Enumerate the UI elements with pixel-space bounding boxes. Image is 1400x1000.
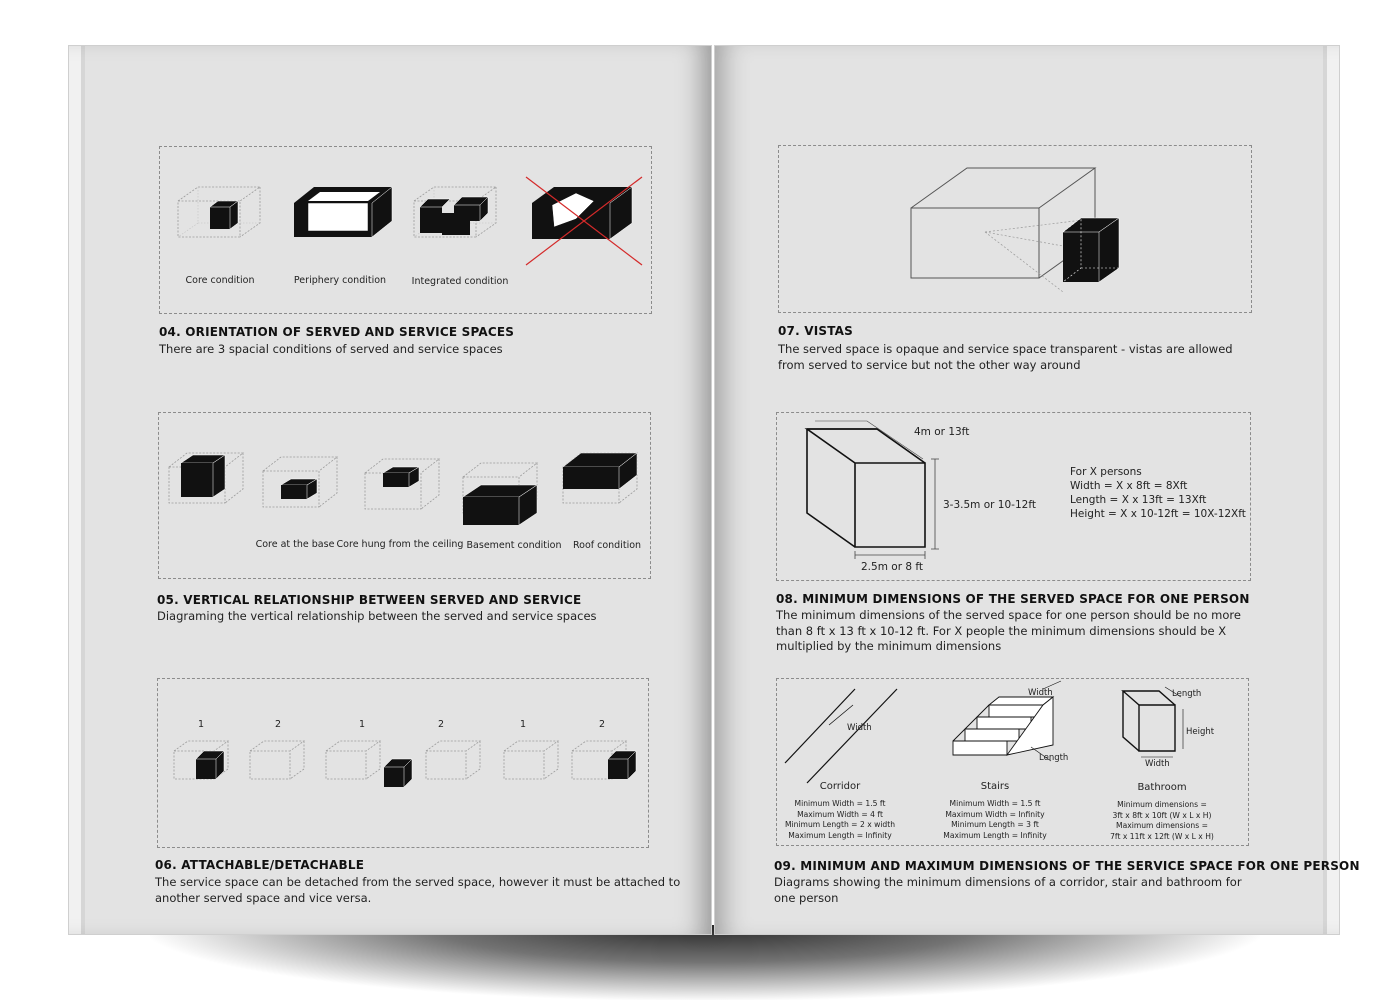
caption-basement: Basement condition <box>466 540 562 551</box>
heading-06: 06. ATTACHABLE/DETACHABLE <box>155 858 365 872</box>
stairs-spec-2: Maximum Width = Infinity <box>945 809 1045 819</box>
book-shadow <box>150 925 1260 1000</box>
heading-07: 07. VISTAS <box>778 324 854 338</box>
stairs-width-label: Width <box>1028 688 1053 698</box>
full-core-diagram <box>169 453 243 503</box>
text-07: The served space is opaque and service space transparent - vistas are allowed from served to service but not the other way around <box>778 342 1233 372</box>
bathroom-spec-3: Maximum dimensions = <box>1116 821 1208 830</box>
text-06: The service space can be detached from the served space, however it must be attached to another served space and vice versa. <box>155 875 681 905</box>
corridor-spec-2: Maximum Width = 4 ft <box>797 809 883 819</box>
vertical-relationship-diagram <box>159 413 652 580</box>
text-08: The minimum dimensions of the served space for one person should be no more than 8 ft x 13 ft x 10-12 ft. For X people the minimum dimensions should be X multiplied by the minimum dimensions <box>776 608 1241 653</box>
heading-08: 08. MINIMUM DIMENSIONS OF THE SERVED SPACE FOR ONE PERSON <box>776 592 1250 606</box>
roof-condition-diagram <box>563 453 637 503</box>
stairs-spec-1: Minimum Width = 1.5 ft <box>949 799 1041 808</box>
bathroom-spec-4: 7ft x 11ft x 12ft (W x L x H) <box>1110 831 1214 841</box>
heading-04: 04. ORIENTATION OF SERVED AND SERVICE SPACES <box>159 325 515 339</box>
number-1b: 1 <box>359 719 366 730</box>
formula-line-4: Height = X x 10-12ft = 10X-12Xft <box>1070 508 1246 520</box>
stairs-label: Stairs <box>980 781 1010 792</box>
basement-condition-diagram <box>463 463 537 525</box>
bathroom-width-label: Width <box>1145 759 1170 769</box>
diagram-08-frame <box>776 412 1251 581</box>
formula-block <box>1070 465 1246 521</box>
caption-core-condition: Core condition <box>185 275 255 286</box>
open-booklet <box>68 45 1360 935</box>
dimension-side: 3-3.5m or 10-12ft <box>943 499 1036 511</box>
left-page <box>68 45 712 935</box>
corridor-spec-1: Minimum Width = 1.5 ft <box>794 799 886 808</box>
formula-line-2: Width = X x 8ft = 8Xft <box>1070 480 1188 492</box>
right-page <box>714 45 1360 935</box>
pair-1-service <box>196 751 224 779</box>
caption-core-at-base: Core at the base <box>255 539 335 550</box>
number-1a: 1 <box>198 719 205 730</box>
attachable-diagram <box>158 679 650 849</box>
stairs-spec-4: Maximum Length = Infinity <box>943 830 1047 840</box>
bathroom-length-label: Length <box>1172 689 1202 699</box>
formula-line-1: For X persons <box>1070 466 1142 478</box>
diagram-06-frame <box>157 678 649 848</box>
caption-core-hung: Core hung from the ceiling <box>336 539 464 550</box>
bathroom-specs <box>1110 800 1214 842</box>
corridor-spec-4: Maximum Length = Infinity <box>788 830 892 840</box>
pair-1-other <box>250 741 304 779</box>
bathroom-height-label: Height <box>1186 727 1215 737</box>
number-2a: 2 <box>275 719 282 730</box>
diagram-05-frame <box>158 412 651 579</box>
diagram-09-frame <box>776 678 1249 846</box>
heading-09: 09. MINIMUM AND MAXIMUM DIMENSIONS OF THE SERVICE SPACE FOR ONE PERSON <box>774 859 1360 873</box>
service-box-transparent <box>1063 218 1119 282</box>
number-1c: 1 <box>520 719 527 730</box>
text-05: Diagraming the vertical relationship between the served and service spaces <box>157 609 597 623</box>
vistas-diagram <box>779 146 1253 314</box>
caption-integrated-condition: Integrated condition <box>411 276 509 287</box>
stairs-specs <box>943 799 1046 841</box>
pair-2-served <box>326 741 380 779</box>
heading-05: 05. VERTICAL RELATIONSHIP BETWEEN SERVED AND SERVICE <box>157 593 582 607</box>
caption-roof: Roof condition <box>572 540 642 551</box>
pair-3-service <box>608 751 636 779</box>
corridor-specs <box>785 799 895 841</box>
invalid-condition-diagram <box>532 187 632 239</box>
dimension-bottom: 2.5m or 8 ft <box>861 561 923 573</box>
corridor-label: Corridor <box>819 781 861 792</box>
diagram-04-frame <box>159 146 652 314</box>
number-2b: 2 <box>438 719 445 730</box>
core-condition-diagram <box>178 187 260 237</box>
bathroom-label: Bathroom <box>1137 782 1187 793</box>
diagram-07-frame <box>778 145 1252 313</box>
pair-3-served <box>504 741 558 779</box>
orientation-diagram <box>160 147 653 315</box>
formula-line-3: Length = X x 13ft = 13Xft <box>1070 494 1207 506</box>
pair-2-other <box>426 741 480 779</box>
dimension-top: 4m or 13ft <box>914 426 970 438</box>
corridor-width-label: Width <box>847 723 872 733</box>
caption-periphery-condition: Periphery condition <box>293 275 387 286</box>
corridor-spec-3: Minimum Length = 2 x width <box>784 820 896 829</box>
core-at-base-diagram <box>263 457 337 507</box>
stairs-length-label: Length <box>1039 753 1069 763</box>
periphery-condition-diagram <box>294 187 392 237</box>
corridor-diagram <box>785 689 897 783</box>
number-2c: 2 <box>599 719 606 730</box>
pair-2-service <box>384 759 412 787</box>
integrated-condition-diagram <box>414 187 496 237</box>
text-09: Diagrams showing the minimum dimensions of a corridor, stair and bathroom for one person <box>774 875 1242 905</box>
stairs-spec-3: Minimum Length = 3 ft <box>951 820 1039 829</box>
core-hung-diagram <box>365 459 439 509</box>
bathroom-spec-1: Minimum dimensions = <box>1117 800 1207 809</box>
text-04: There are 3 spacial conditions of served and service spaces <box>159 342 503 356</box>
bathroom-spec-2: 3ft x 8ft x 10ft (W x L x H) <box>1112 810 1212 820</box>
